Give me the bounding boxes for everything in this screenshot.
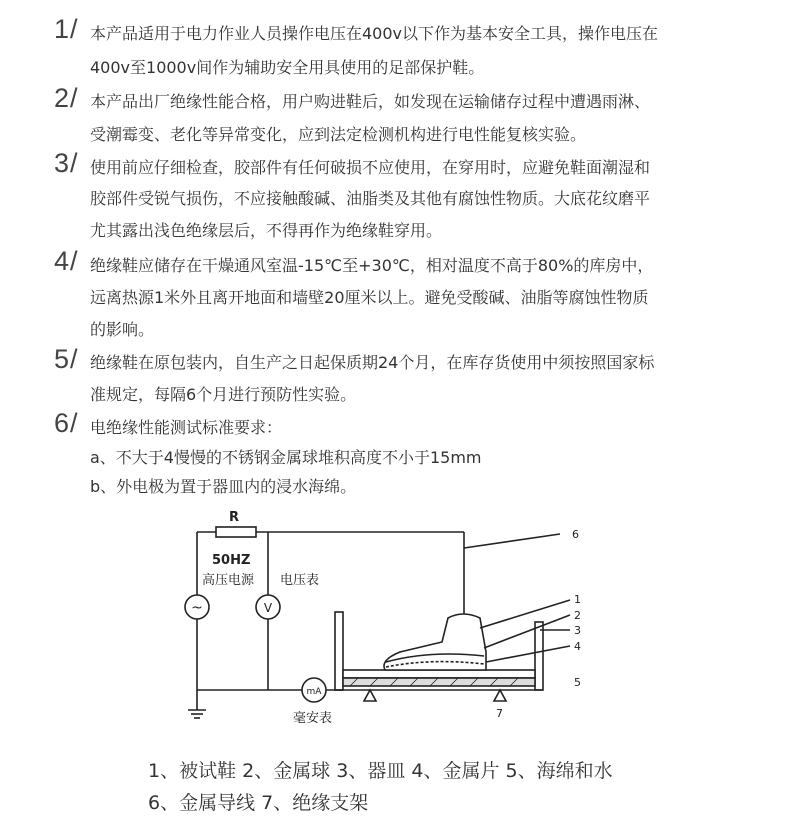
callout-4: 4 — [574, 640, 581, 653]
callout-2: 2 — [574, 609, 581, 622]
test-circuit-diagram — [180, 500, 620, 735]
callout-7: 7 — [496, 707, 503, 720]
callout-1: 1 — [574, 593, 581, 606]
insulating-support — [494, 690, 506, 701]
item-text-line: 本产品适用于电力作业人员操作电压在400v以下作为基本安全工具，操作电压在 — [90, 24, 659, 43]
item-text-line: 尤其露出浅色绝缘层后，不得再作为绝缘鞋穿用。 — [90, 221, 443, 240]
item-number: 1/ — [54, 14, 79, 44]
frequency-label: 50HZ — [212, 553, 251, 568]
ammeter-label: 毫安表 — [293, 711, 333, 726]
callout-3: 3 — [574, 624, 581, 637]
legend-caption-line-1: 1、被试鞋 2、金属球 3、器皿 4、金属片 5、海绵和水 — [148, 760, 613, 782]
item-number: 5/ — [54, 344, 79, 374]
item-number: 3/ — [54, 148, 79, 178]
leader-line — [486, 646, 570, 662]
item-text-line: 的影响。 — [90, 320, 155, 339]
voltmeter-symbol: V — [263, 601, 273, 615]
test-shoe — [384, 614, 486, 670]
item-number: 4/ — [54, 246, 79, 276]
source-symbol: ~ — [191, 600, 203, 616]
item-text-line: 受潮霉变、老化等异常变化，应到法定检测机构进行电性能复核实验。 — [90, 125, 587, 144]
vessel-left-wall — [335, 612, 343, 690]
leader-line — [464, 534, 560, 548]
item-text-line: 远离热源1米外且离开地面和墙壁20厘米以上。避免受酸碱、油脂等腐蚀性物质 — [90, 288, 649, 307]
item-text-line: 400v至1000v间作为辅助安全用具使用的足部保护鞋。 — [90, 58, 485, 77]
callout-5: 5 — [574, 676, 581, 689]
item-text-line: 本产品出厂绝缘性能合格，用户购进鞋后，如发现在运输储存过程中遭遇雨淋、 — [90, 92, 651, 111]
callout-6: 6 — [572, 528, 579, 541]
item-text-line: 胶部件受锐气损伤，不应接触酸碱、油脂类及其他有腐蚀性物质。大底花纹磨平 — [90, 189, 651, 208]
item-text-line: 绝缘鞋在原包装内，自生产之日起保质期24个月，在库存货使用中须按照国家标 — [90, 353, 655, 372]
leader-line — [480, 600, 570, 628]
ammeter-symbol: mA — [306, 687, 322, 697]
insulating-support — [364, 690, 376, 701]
resistor — [216, 527, 256, 537]
item-text-line: 电绝缘性能测试标准要求： — [90, 418, 283, 437]
metal-plate — [343, 670, 535, 678]
sponge-layer — [343, 678, 535, 686]
item-text-line: 使用前应仔细检查，胶部件有任何破损不应使用，在穿用时，应避免鞋面潮湿和 — [90, 158, 651, 177]
item-text-line: 准规定，每隔6个月进行预防性实验。 — [90, 385, 357, 404]
item-number: 2/ — [54, 83, 79, 113]
voltmeter-label: 电压表 — [280, 573, 320, 588]
vessel-right-wall — [535, 622, 543, 690]
source-label: 高压电源 — [202, 573, 255, 588]
item-text-line: 绝缘鞋应储存在干燥通风室温-15℃至+30℃，相对温度不高于80%的库房中， — [90, 256, 654, 275]
leader-line — [484, 615, 570, 648]
legend-caption-line-2: 6、金属导线 7、绝缘支架 — [148, 792, 369, 814]
item-text-line: a、不大于4慢慢的不锈钢金属球堆积高度不小于15mm — [90, 448, 482, 467]
resistor-label: R — [229, 510, 240, 525]
item-text-line: b、外电极为置于器皿内的浸水海绵。 — [90, 477, 357, 496]
item-number: 6/ — [54, 408, 79, 438]
